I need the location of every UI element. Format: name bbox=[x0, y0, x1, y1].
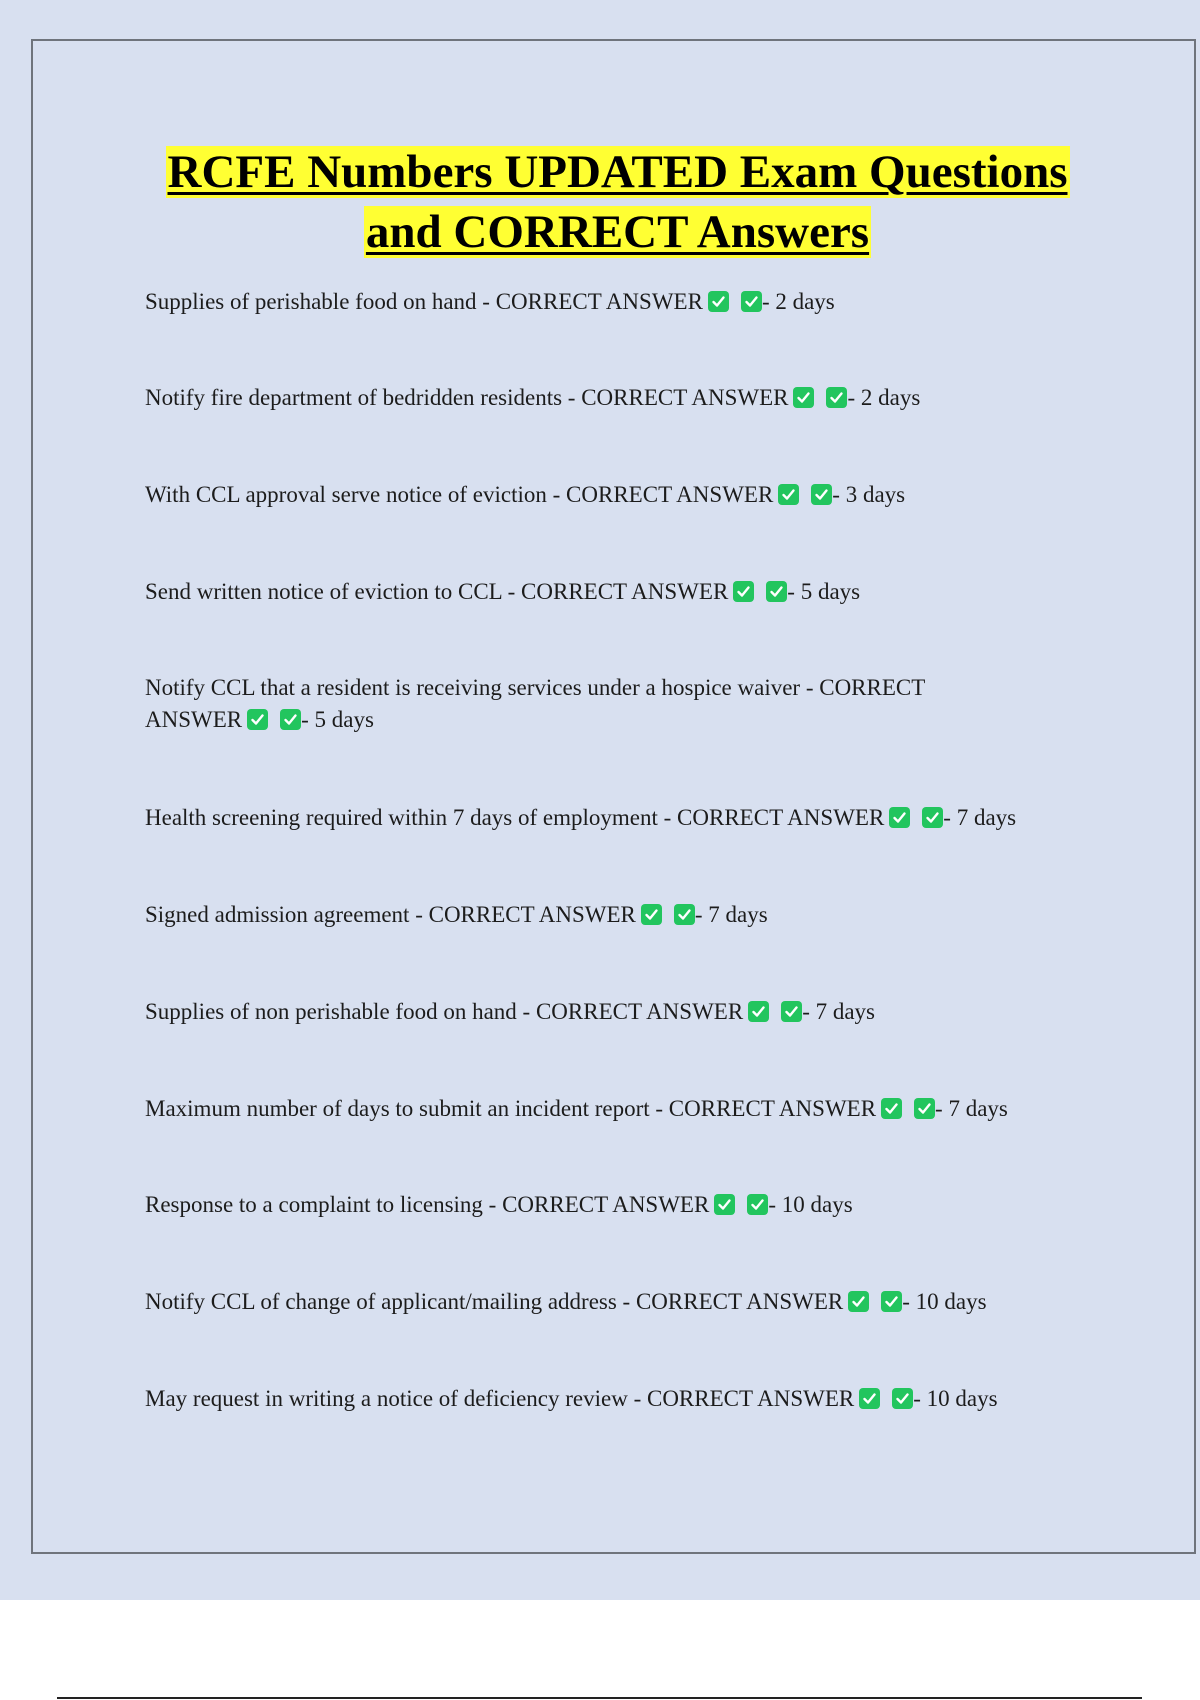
answer-value: - 7 days bbox=[943, 805, 1017, 830]
title-line-2: and CORRECT Answers bbox=[365, 206, 870, 258]
qa-item bbox=[145, 1093, 1105, 1125]
answer-value: - 5 days bbox=[787, 579, 861, 604]
answer-value: - 10 days bbox=[902, 1289, 987, 1314]
question-text: Supplies of non perishable food on hand - bbox=[145, 999, 536, 1024]
check-mark-button-icon bbox=[280, 709, 301, 730]
answer-label: CORRECT ANSWER bbox=[521, 579, 729, 604]
qa-item bbox=[145, 1286, 1105, 1318]
check-mark-button-icon bbox=[922, 807, 943, 828]
answer-value: - 10 days bbox=[913, 1386, 998, 1411]
check-mark-button-icon bbox=[748, 1001, 769, 1022]
check-mark-button-icon bbox=[848, 1291, 869, 1312]
question-text: Notify fire department of bedridden residents - bbox=[145, 385, 582, 410]
answer-label: CORRECT ANSWER bbox=[581, 385, 789, 410]
answer-label: CORRECT ANSWER bbox=[635, 1289, 844, 1314]
qa-item bbox=[145, 672, 995, 736]
check-mark-button-icon bbox=[859, 1388, 880, 1409]
question-text: Notify CCL of change of applicant/mailing address - bbox=[145, 1289, 636, 1314]
title-line-1: RCFE Numbers UPDATED Exam Questions bbox=[167, 146, 1068, 198]
question-text: Supplies of perishable food on hand - bbox=[145, 289, 496, 314]
check-mark-button-icon bbox=[881, 1291, 902, 1312]
check-mark-button-icon bbox=[708, 291, 729, 312]
check-mark-button-icon bbox=[881, 1098, 902, 1119]
check-mark-button-icon bbox=[781, 1001, 802, 1022]
question-text: Notify CCL that a resident is receiving services under a hospice waiver - bbox=[145, 675, 820, 700]
check-mark-button-icon bbox=[826, 387, 847, 408]
answer-label: CORRECT ANSWER bbox=[495, 289, 703, 314]
answer-label: CORRECT ANSWER bbox=[502, 1192, 710, 1217]
qa-item bbox=[145, 382, 1105, 414]
answer-label: CORRECT ANSWER bbox=[428, 902, 636, 927]
question-text: Send written notice of eviction to CCL - bbox=[145, 579, 522, 604]
answer-value: - 5 days bbox=[301, 707, 374, 732]
qa-item bbox=[145, 1383, 1105, 1415]
check-mark-button-icon bbox=[247, 709, 268, 730]
document-title bbox=[140, 142, 1095, 262]
check-mark-button-icon bbox=[811, 484, 832, 505]
check-mark-button-icon bbox=[914, 1098, 935, 1119]
question-text: May request in writing a notice of deficiency review - bbox=[145, 1386, 647, 1411]
answer-value: - 7 days bbox=[935, 1096, 1008, 1121]
check-mark-button-icon bbox=[741, 291, 762, 312]
answer-value: - 2 days bbox=[847, 385, 921, 410]
answer-label: CORRECT ANSWER bbox=[535, 999, 744, 1024]
qa-item bbox=[145, 479, 1105, 511]
answer-label: CORRECT ANSWER bbox=[677, 805, 885, 830]
qa-item bbox=[145, 576, 1105, 608]
qa-item bbox=[145, 286, 1105, 318]
footer-divider bbox=[57, 1697, 1142, 1699]
document-frame bbox=[31, 39, 1196, 1554]
check-mark-button-icon bbox=[714, 1194, 735, 1215]
answer-label: CORRECT ANSWER bbox=[668, 1096, 877, 1121]
check-mark-button-icon bbox=[733, 581, 754, 602]
qa-item bbox=[145, 996, 1105, 1028]
answer-value: - 7 days bbox=[694, 902, 768, 927]
answer-value: - 2 days bbox=[761, 289, 835, 314]
question-text: With CCL approval serve notice of eviction - bbox=[145, 482, 567, 507]
answer-value: - 7 days bbox=[802, 999, 876, 1024]
qa-item bbox=[145, 802, 1105, 834]
check-mark-button-icon bbox=[793, 387, 814, 408]
check-mark-button-icon bbox=[641, 904, 662, 925]
check-mark-button-icon bbox=[674, 904, 695, 925]
check-mark-button-icon bbox=[889, 807, 910, 828]
question-text: Signed admission agreement - bbox=[145, 902, 429, 927]
qa-item bbox=[145, 899, 1105, 931]
answer-value: - 10 days bbox=[768, 1192, 853, 1217]
answer-label: CORRECT ANSWER bbox=[646, 1386, 855, 1411]
question-text: Maximum number of days to submit an incident report - bbox=[145, 1096, 669, 1121]
question-text: Response to a complaint to licensing - bbox=[145, 1192, 503, 1217]
answer-value: - 3 days bbox=[832, 482, 906, 507]
qa-item bbox=[145, 1189, 1105, 1221]
check-mark-button-icon bbox=[778, 484, 799, 505]
check-mark-button-icon bbox=[766, 581, 787, 602]
check-mark-button-icon bbox=[747, 1194, 768, 1215]
question-text: Health screening required within 7 days of employment - bbox=[145, 805, 678, 830]
check-mark-button-icon bbox=[892, 1388, 913, 1409]
answer-label: CORRECT ANSWER bbox=[145, 675, 925, 732]
answer-label: CORRECT ANSWER bbox=[566, 482, 774, 507]
